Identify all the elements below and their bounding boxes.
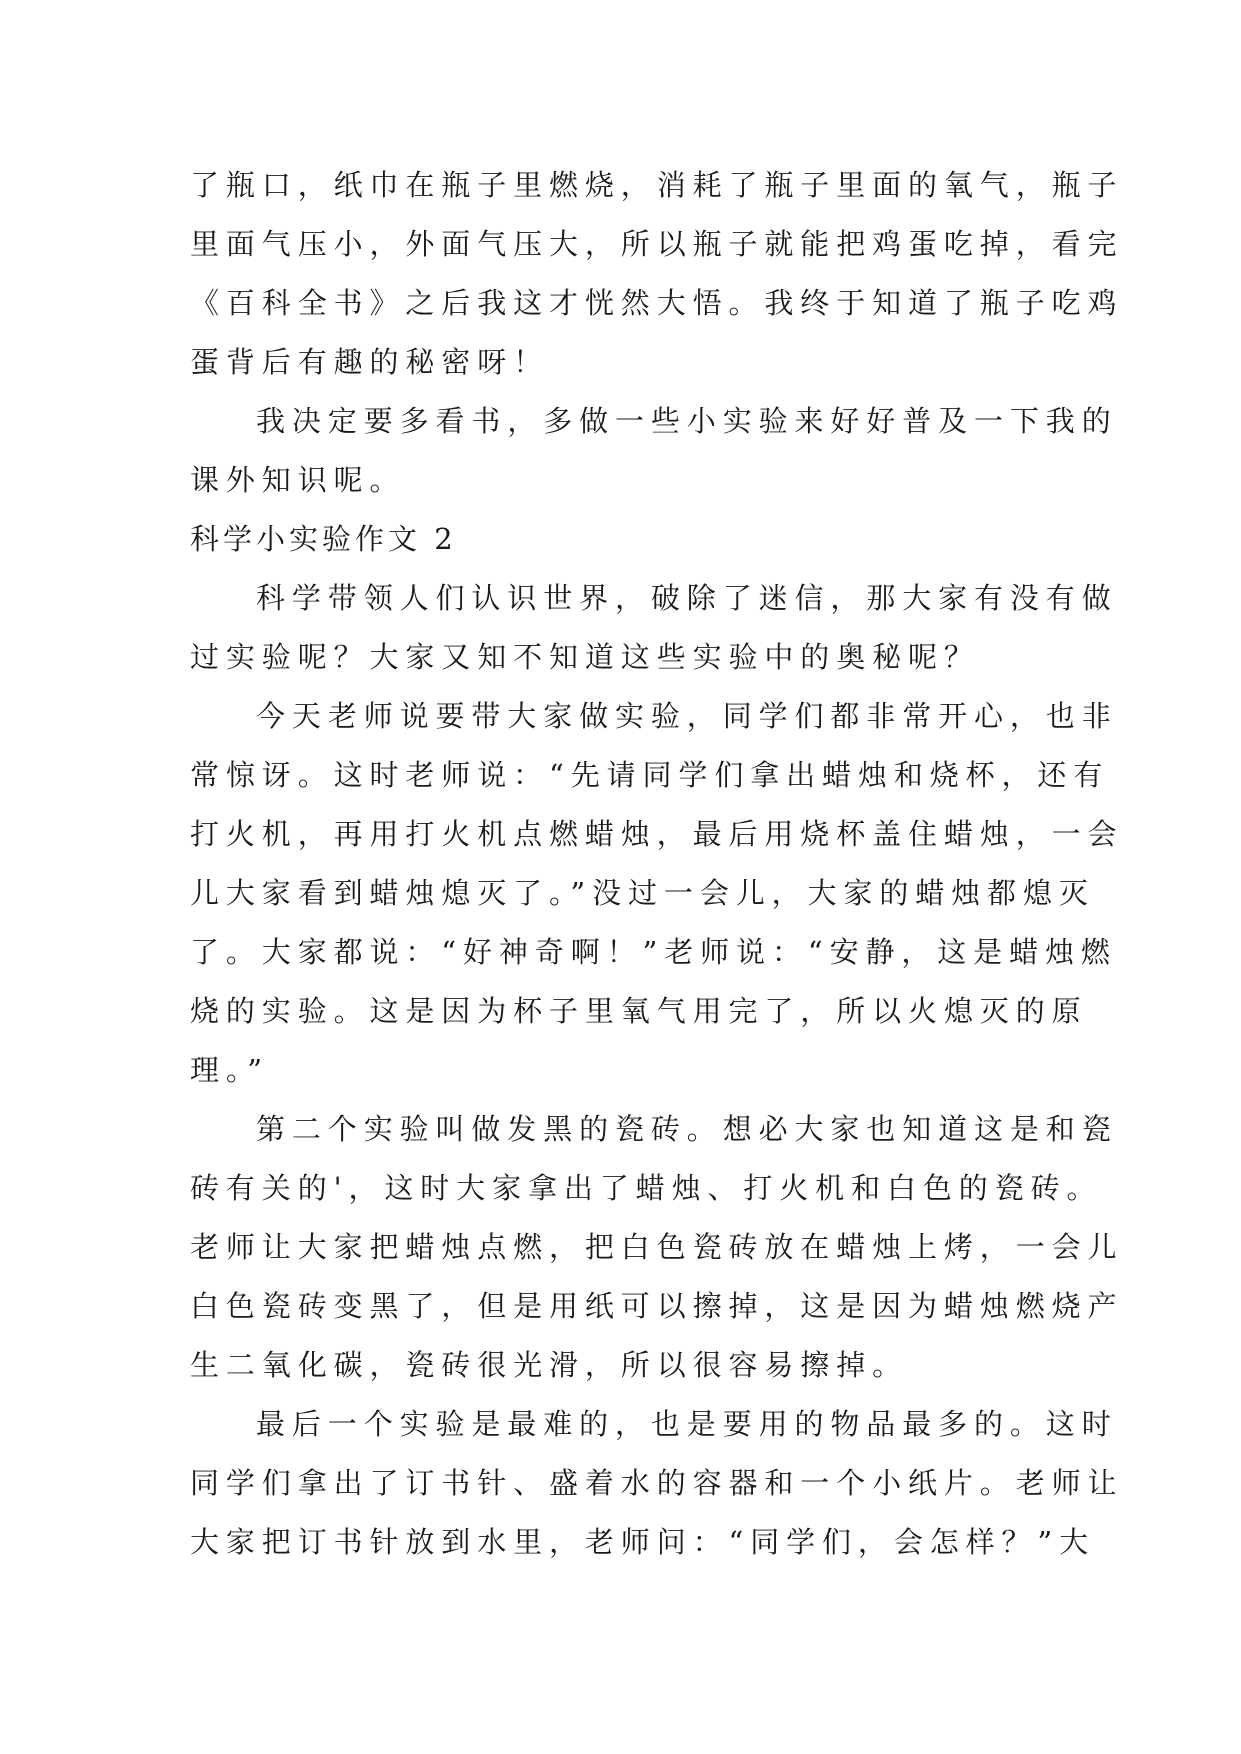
paragraph-first-line: 第二个实验叫做发黑的瓷砖。想必大家也知道这是和瓷 [256,1112,1118,1146]
text-line: 生二氧化碳，瓷砖很光滑，所以很容易擦掉。 [190,1348,909,1382]
section-heading: 科学小实验作文 2 [190,522,457,556]
text-line: 蛋背后有趣的秘密呀！ [190,345,550,379]
paragraph-first-line: 最后一个实验是最难的，也是要用的物品最多的。这时 [256,1407,1118,1441]
text-line: 里面气压小，外面气压大，所以瓶子就能把鸡蛋吃掉，看完 [190,227,1124,261]
text-line: 《百科全书》之后我这才恍然大悟。我终于知道了瓶子吃鸡 [190,286,1124,320]
paragraph-first-line: 今天老师说要带大家做实验，同学们都非常开心，也非 [256,699,1118,733]
paragraph-first-line: 科学带领人们认识世界，破除了迷信，那大家有没有做 [256,581,1118,615]
text-line: 理。” [190,1053,270,1087]
text-line: 烧的实验。这是因为杯子里氧气用完了，所以火熄灭的原 [190,994,1088,1028]
text-line: 课外知识呢。 [190,463,406,497]
text-line: 打火机，再用打火机点燃蜡烛，最后用烧杯盖住蜡烛，一会 [190,817,1124,851]
text-line: 砖有关的'，这时大家拿出了蜡烛、打火机和白色的瓷砖。 [190,1171,1103,1205]
text-line: 了。大家都说：“好神奇啊！”老师说：“安静，这是蜡烛燃 [190,935,1117,969]
text-line: 同学们拿出了订书针、盛着水的容器和一个小纸片。老师让 [190,1466,1124,1500]
document-body [190,156,1124,1572]
text-line: 过实验呢？大家又知不知道这些实验中的奥秘呢？ [190,640,980,674]
text-line: 常惊讶。这时老师说：“先请同学们拿出蜡烛和烧杯，还有 [190,758,1110,792]
paragraph-first-line: 我决定要多看书，多做一些小实验来好好普及一下我的 [256,404,1118,438]
text-line: 白色瓷砖变黑了，但是用纸可以擦掉，这是因为蜡烛燃烧产 [190,1289,1124,1323]
text-line: 儿大家看到蜡烛熄灭了。”没过一会儿，大家的蜡烛都熄灭 [190,876,1095,910]
text-line: 大家把订书针放到水里，老师问：“同学们，会怎样？”大 [190,1525,1096,1559]
text-line: 了瓶口，纸巾在瓶子里燃烧，消耗了瓶子里面的氧气，瓶子 [190,168,1124,202]
text-line: 老师让大家把蜡烛点燃，把白色瓷砖放在蜡烛上烤，一会儿 [190,1230,1124,1264]
